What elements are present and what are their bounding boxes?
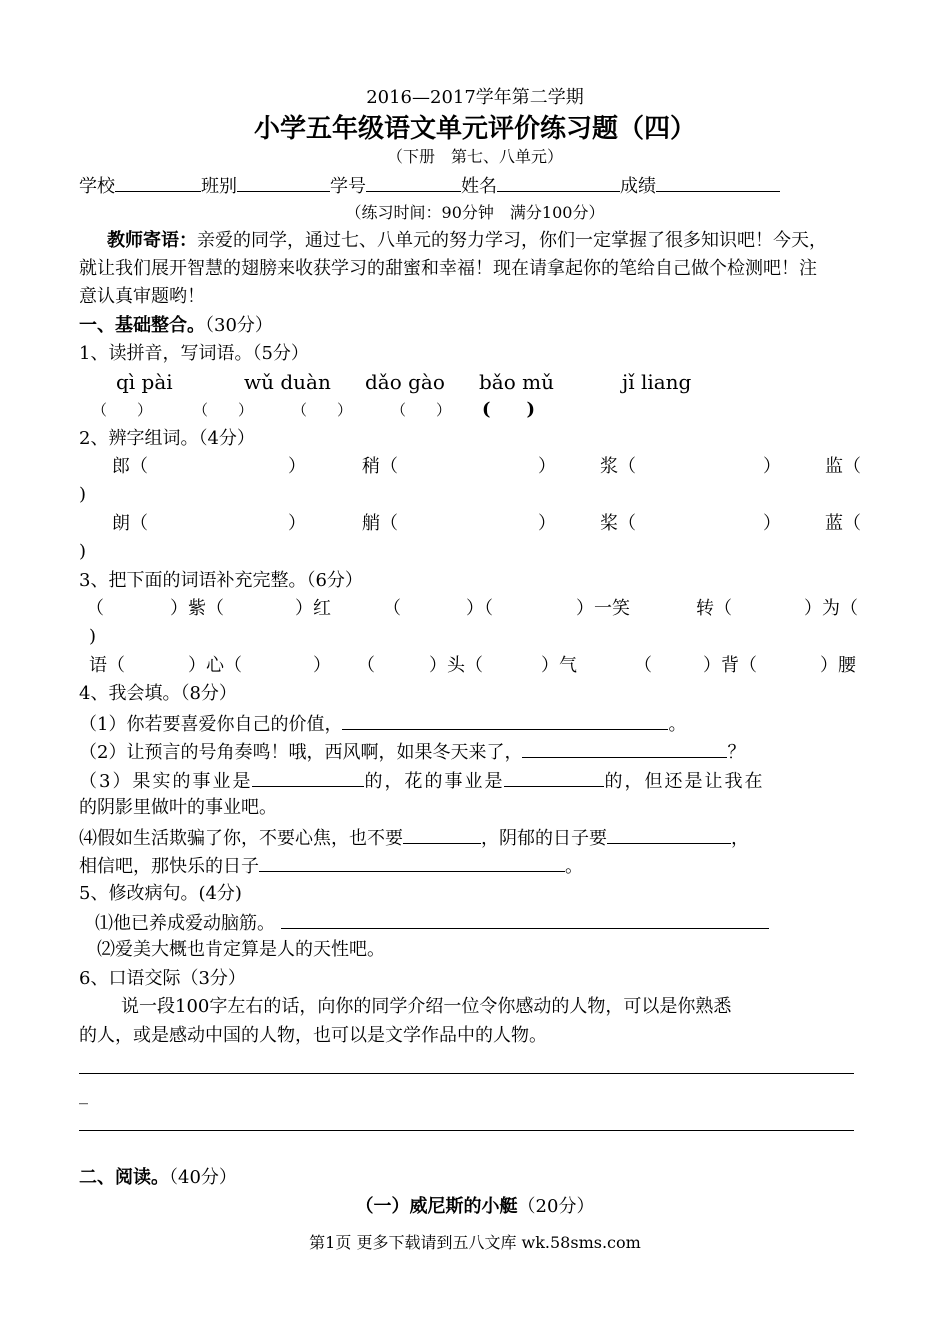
teacher-note-line3: 意认真审题哟！ [79,286,205,307]
teacher-note-label: 教师寄语： [107,230,197,251]
q4-sentence4 [79,825,749,851]
q5-s1-blank[interactable] [281,910,769,929]
q3-part: ）气 [541,655,577,676]
q2-paren-close: ） [763,456,781,477]
field-class-label: 班别 [201,176,237,197]
q3-part: （ [357,655,375,676]
q5-s1-text: ⑴他已养成爱动脑筋。 [95,913,275,934]
q2-wrap-paren: ) [79,541,87,562]
q2-item-jian: 监（ [825,456,861,477]
q2-paren-close: ） [288,513,306,534]
q5-sentence1 [95,910,769,936]
q5-sentence2: ⑵爱美大概也肯定算是人的天性吧。 [97,939,385,960]
q4-s3-blank1[interactable] [252,768,364,787]
q2-wrap-paren: ) [79,484,87,505]
q4-s3-text: （3）果实的事业是 [79,771,253,792]
q4-sentence2 [79,739,745,765]
q6-prompt-line1: 说一段100字左右的话，向你的同学介绍一位令你感动的人物，可以是你熟悉 [121,996,732,1017]
q4-s4-comma: ， [731,828,749,849]
q4-sentence3 [79,768,764,794]
field-school-blank[interactable] [115,173,201,192]
q4-s3-blank2[interactable] [504,768,604,787]
field-number-label: 学号 [330,176,366,197]
q3-label: 3、把下面的词语补充完整。（6分） [79,570,363,591]
q3-part: ）头（ [429,655,483,676]
section2-heading [79,1166,237,1190]
q3-wrap-paren: ) [89,626,97,647]
reading-passage-name: （一）威尼斯的小艇 [355,1196,518,1217]
q4-s4-blank2[interactable] [607,825,731,844]
q4-s4-end: 。 [565,856,583,877]
field-school-label: 学校 [79,176,115,197]
q2-item-lang: 郎（ [112,456,148,477]
q3-part: 语（ [89,655,125,676]
time-note: （练习时间：90分钟 满分100分） [345,203,605,222]
answer-paren-5[interactable]: ( ) [482,399,536,420]
pinyin-4: bǎo mǔ [479,370,554,394]
reading-passage-score: （20分） [517,1196,595,1217]
q4-s2-text: （2）让预言的号角奏鸣！哦，西风啊，如果冬天来了， [79,742,523,763]
teacher-note-line1 [107,229,827,253]
q3-part: ）背（ [703,655,757,676]
field-score-label: 成绩 [620,176,656,197]
q2-item-shao: 稍（ [362,456,398,477]
answer-paren-4[interactable]: （ ） [391,401,452,419]
q4-s3-mid: 的，花的事业是 [364,771,505,792]
q2-item-jiang: 浆（ [600,456,636,477]
teacher-note-line2: 就让我们展开智慧的翅膀来收获学习的甜蜜和幸福！现在请拿起你的笔给自己做个检测吧！注 [79,258,817,279]
answer-paren-3[interactable]: （ ） [292,401,353,419]
q3-part: ）腰 [820,655,856,676]
q3-part: ）为（ [804,598,858,619]
page-footer: 第1页 更多下载请到五八文库 wk.58sms.com [309,1233,641,1252]
info-fields-row [79,173,780,199]
pinyin-3: dǎo gào [365,370,445,394]
q4-s4-mid: ，阴郁的日子要 [481,828,607,849]
field-number-blank[interactable] [366,173,461,192]
reading-passage-title [0,1195,950,1219]
field-name-label: 姓名 [461,176,497,197]
q3-part: （ [86,598,104,619]
section2-score: （40分） [169,1167,237,1188]
page-title: 小学五年级语文单元评价练习题（四） [253,114,696,144]
q4-s4-blank1[interactable] [403,825,481,844]
q2-label: 2、辨字组词。（4分） [79,428,255,449]
answer-line-2[interactable] [79,1130,854,1131]
q4-s3-end: 的，但还是让我在 [604,771,765,792]
q6-prompt-line2: 的人，或是感动中国的人物，也可以是文学作品中的人物。 [79,1025,547,1046]
q3-part: ）心（ [188,655,242,676]
q4-s1-text: （1）你若要喜爱你自己的价值， [79,714,343,735]
term-line: 2016—2017学年第二学期 [366,87,584,108]
section1-heading [79,314,273,338]
section2-title: 二、阅读。 [79,1167,169,1188]
page-subtitle: （下册 第七、八单元） [386,147,563,166]
q2-item-shao2: 艄（ [362,513,398,534]
q2-paren-close: ） [538,513,556,534]
q4-s2-end: ？ [727,742,746,763]
field-class-blank[interactable] [237,173,330,192]
q3-part: ）红 [295,598,331,619]
q2-item-lan: 蓝（ [825,513,861,534]
q3-part: （ [383,598,401,619]
answer-paren-2[interactable]: （ ） [193,401,254,419]
q4-s1-blank[interactable] [342,711,668,730]
q2-paren-close: ） [763,513,781,534]
answer-line-dash: _ [79,1084,88,1105]
q3-part: ）一笑 [576,598,630,619]
q4-label: 4、我会填。（8分） [79,683,237,704]
q4-sentence1 [79,711,686,737]
q3-part: ）（ [466,598,493,619]
q3-part: ） [313,655,331,676]
field-name-blank[interactable] [497,173,620,192]
section1-score: （30分） [205,315,273,336]
q1-label: 1、读拼音，写词语。（5分） [79,343,309,364]
answer-paren-1[interactable]: （ ） [92,401,153,419]
q4-s4-text: ⑷假如生活欺骗了你，不要心焦，也不要 [79,828,403,849]
q4-sentence4-cont [79,853,583,879]
q2-paren-close: ） [288,456,306,477]
q3-part: （ [634,655,652,676]
q4-sentence3-cont: 的阴影里做叶的事业吧。 [79,797,277,818]
q3-part: ）紫（ [170,598,224,619]
q4-s4-blank3[interactable] [259,853,565,872]
teacher-note-text1: 亲爱的同学，通过七、八单元的努力学习，你们一定掌握了很多知识吧！今天， [197,230,827,251]
q2-paren-close: ） [538,456,556,477]
q2-item-jiang2: 桨（ [600,513,636,534]
pinyin-1: qì pài [116,370,173,394]
q4-s1-end: 。 [668,714,687,735]
q2-item-lang2: 朗（ [112,513,148,534]
pinyin-2: wǔ duàn [244,370,331,394]
q5-label: 5、修改病句。(4分) [79,883,242,904]
pinyin-5: jǐ liang [622,370,692,394]
field-score-blank[interactable] [656,173,780,192]
q4-s4-text2: 相信吧，那快乐的日子 [79,856,259,877]
answer-line-1[interactable] [79,1073,854,1074]
q3-part: 转（ [696,598,732,619]
section1-title: 一、基础整合。 [79,315,205,336]
q4-s2-blank[interactable] [522,739,727,758]
q6-label: 6、口语交际（3分） [79,968,246,989]
